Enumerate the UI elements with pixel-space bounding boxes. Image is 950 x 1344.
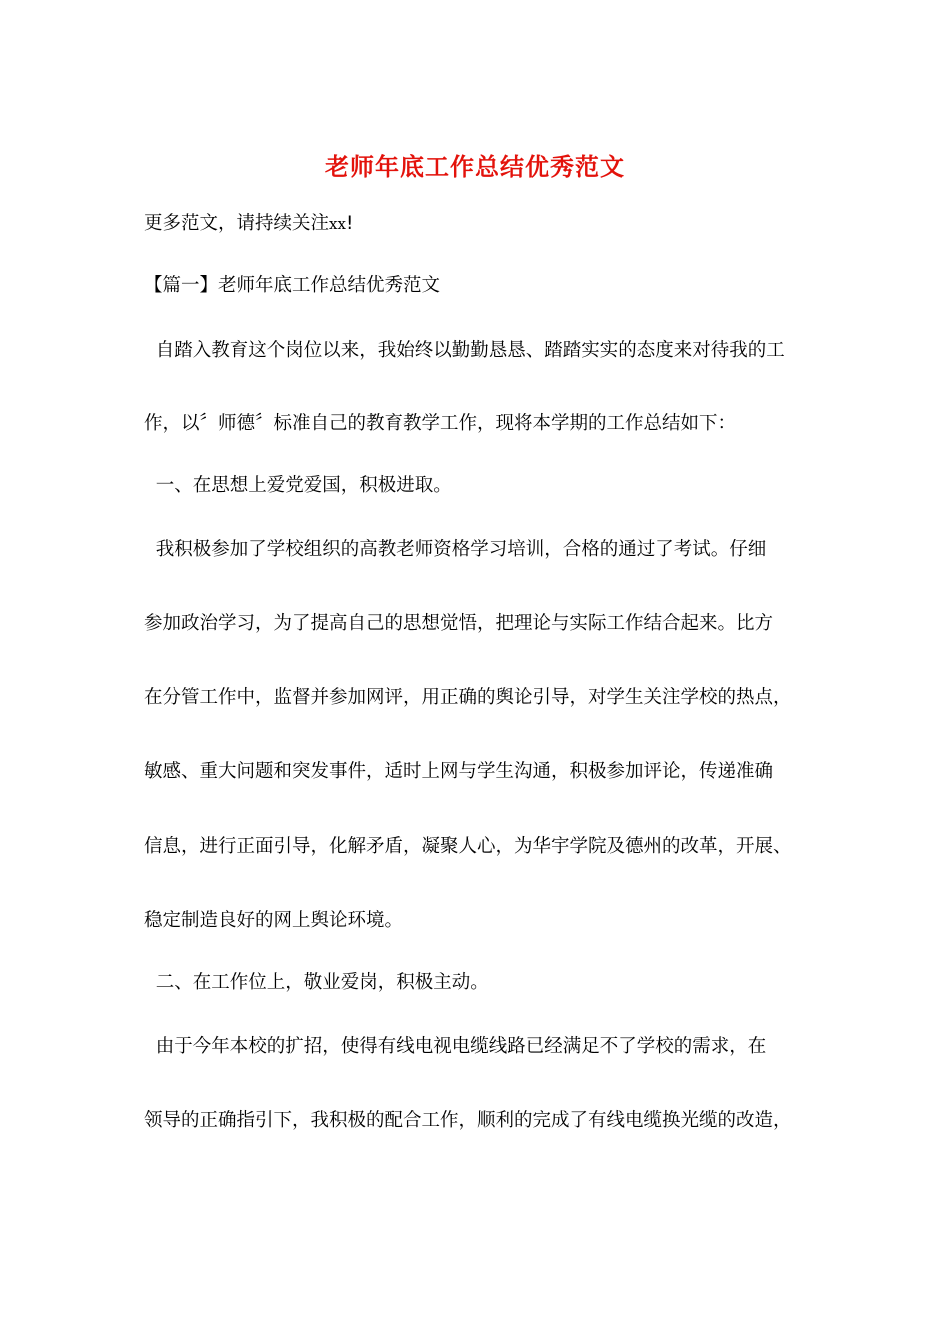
subheading: 二、在工作位上，敬业爱岗，积极主动。 [144, 972, 489, 993]
paragraph-line: 稳定制造良好的网上舆论环境。 [144, 910, 404, 931]
paragraph-line: 自踏入教育这个岗位以来，我始终以勤勤恳恳、踏踏实实的态度来对待我的工 [144, 340, 785, 361]
section-heading: 【篇一】老师年底工作总结优秀范文 [144, 275, 441, 296]
intro-line [144, 211, 816, 237]
subheading: 一、在思想上爱党爱国，积极进取。 [144, 475, 452, 496]
paragraph-line: 信息，进行正面引导，化解矛盾，凝聚人心，为华宇学院及德州的改革，开展、 [144, 836, 792, 857]
paragraph-line: 参加政治学习，为了提高自己的思想觉悟，把理论与实际工作结合起来。比方 [144, 613, 774, 634]
paragraph-line: 领导的正确指引下，我积极的配合工作，顺利的完成了有线电缆换光缆的改造， [144, 1110, 792, 1131]
intro-exclamation: ! [345, 213, 354, 234]
paragraph-line: 我积极参加了学校组织的高教老师资格学习培训，合格的通过了考试。仔细 [144, 539, 767, 560]
paragraph-line: 由于今年本校的扩招，使得有线电视电缆线路已经满足不了学校的需求，在 [144, 1036, 767, 1057]
paragraph-line: 在分管工作中，监督并参加网评，用正确的舆论引导，对学生关注学校的热点， [144, 687, 792, 708]
intro-placeholder: xx [329, 215, 346, 233]
intro-text: 更多范文，请持续关注 [144, 213, 330, 234]
document-title: 老师年底工作总结优秀范文 [325, 152, 625, 181]
paragraph-line: 敏感、重大问题和突发事件，适时上网与学生沟通，积极参加评论，传递准确 [144, 761, 774, 782]
paragraph-line: 作，以〞师德〞标准自己的教育教学工作，现将本学期的工作总结如下： [144, 413, 737, 434]
